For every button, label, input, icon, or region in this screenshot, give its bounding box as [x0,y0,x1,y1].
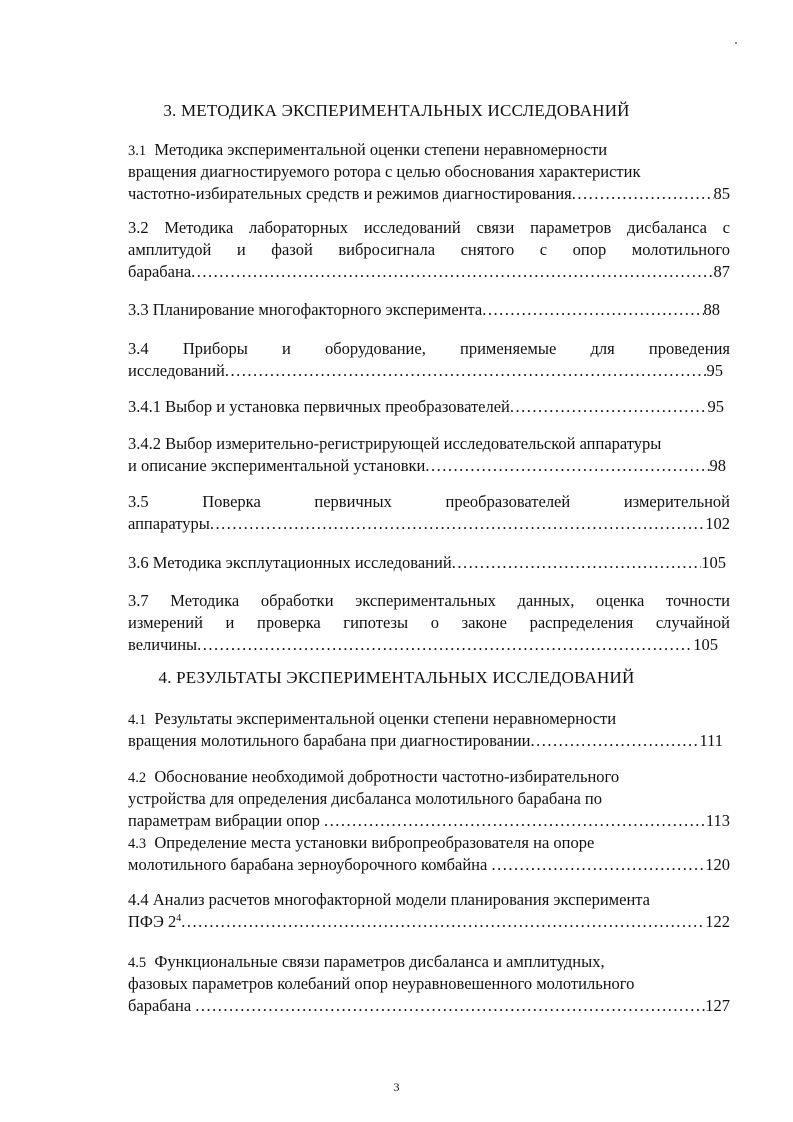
toc-entry-3-6[interactable] [128,552,726,574]
toc-entry-3-4-1[interactable] [128,396,724,418]
toc-entry-4-1[interactable] [128,708,723,752]
leader-dots [510,396,708,418]
toc-entry-3-4-2[interactable] [128,433,730,477]
entry-text: Функциональные связи параметров дисбаланса и амплитудных, [154,952,605,971]
entry-text: 3.4 Приборы и оборудование, применяемые для проведения [128,339,730,358]
entry-number: 4.5 [128,955,147,971]
entry-text: вращения молотильного барабана при диагностировании [128,731,531,750]
toc-entry-3-1[interactable] [128,139,730,205]
entry-number: 4.1 [128,712,147,728]
entry-number: 3.1 [128,143,147,159]
entry-text: аппаратуры [128,514,210,533]
entry-text: барабана [128,262,192,281]
leader-dots [191,261,713,283]
toc-entry-3-3[interactable] [128,299,720,321]
toc-entry-3-7[interactable] [128,590,730,656]
entry-text: и описание экспериментальной установки [128,456,426,475]
scan-speck [735,42,737,44]
entry-text: фазовых параметров колебаний опор неуравновешенного молотильного [128,974,635,993]
entry-text: измерений и проверка гипотезы о законе распределения случайной [128,613,730,632]
chapter-4-heading: 4. РЕЗУЛЬТАТЫ ЭКСПЕРИМЕНТАЛЬНЫХ ИССЛЕДОВАНИЙ [158,668,635,687]
entry-text: частотно-избирательных средств и режимов диагностирования [128,184,572,203]
page-ref: 98 [709,456,726,475]
page-ref: 111 [699,731,723,750]
entry-text: 3.2 Методика лабораторных исследований связи параметров дисбаланса с [128,218,730,237]
entry-text: 3.6 Методика эксплутационных исследований [128,553,452,572]
entry-text: Результаты экспериментальной оценки степени неравномерности [154,709,617,728]
toc-entry-3-2[interactable] [128,217,730,283]
toc-entry-4-2[interactable] [128,766,730,832]
entry-text: устройства для определения дисбаланса молотильного барабана по [128,789,602,808]
toc-entry-4-3[interactable] [128,832,730,876]
entry-text: барабана [128,996,196,1015]
entry-number: 4.2 [128,770,147,786]
entry-text: молотильного барабана зерноуборочного комбайна [128,855,492,874]
leader-dots [531,730,700,752]
page-number: 3 [393,1080,400,1094]
entry-text: исследований [128,361,225,380]
entry-text: параметрам вибрации опор [128,811,324,830]
leader-dots [425,455,709,477]
leader-dots [491,854,705,876]
entry-text: 3.3 Планирование многофакторного эксперимента [128,300,483,319]
entry-text: 3.4.1 Выбор и установка первичных преобразователей [128,397,510,416]
leader-dots [181,911,705,933]
page-ref: 88 [703,300,720,319]
page-ref: 105 [701,553,726,572]
leader-dots [225,360,707,382]
page-ref: 113 [705,811,730,830]
leader-dots [324,810,706,832]
entry-number: 4.3 [128,836,147,852]
leader-dots [197,634,693,656]
toc-entry-4-5[interactable] [128,951,730,1017]
page-ref: 87 [713,262,730,281]
entry-text: амплитудой и фазой вибросигнала снятого с опор молотильного [128,240,730,259]
toc-entry-3-4[interactable] [128,338,730,382]
toc-entry-4-4[interactable] [128,889,730,933]
entry-text: вращения диагностируемого ротора с целью обоснования характеристик [128,162,641,181]
page-ref: 85 [713,184,730,203]
entry-text: 3.4.2 Выбор измерительно-регистрирующей исследовательской аппаратуры [128,434,662,453]
entry-text: Методика экспериментальной оценки степени неравномерности [154,140,608,159]
page-ref: 102 [705,514,730,533]
entry-text: ПФЭ 2 [128,912,177,931]
leader-dots [210,513,705,535]
page-ref: 95 [707,397,724,416]
page-ref: 105 [693,635,718,654]
page-ref: 122 [705,912,730,931]
entry-text: Определение места установки вибропреобразователя на опоре [154,833,595,852]
page-ref: 120 [705,855,730,874]
entry-text: 3.7 Методика обработки экспериментальных данных, оценка точности [128,591,730,610]
entry-text: Обоснование необходимой добротности частотно-избирательного [154,767,620,786]
entry-text: величины [128,635,198,654]
leader-dots [195,995,705,1017]
leader-dots [482,299,703,321]
leader-dots [452,552,702,574]
chapter-3-heading: 3. МЕТОДИКА ЭКСПЕРИМЕНТАЛЬНЫХ ИССЛЕДОВАНИЙ [163,101,630,120]
page-ref: 95 [706,361,723,380]
page-ref: 127 [705,996,730,1015]
superscript: 4 [176,913,182,924]
toc-entry-3-5[interactable] [128,491,730,535]
entry-text: 3.5 Поверка первичных преобразователей измерительной [128,492,730,511]
leader-dots [572,183,714,205]
entry-text: 4.4 Анализ расчетов многофакторной модели планирования эксперимента [128,890,651,909]
